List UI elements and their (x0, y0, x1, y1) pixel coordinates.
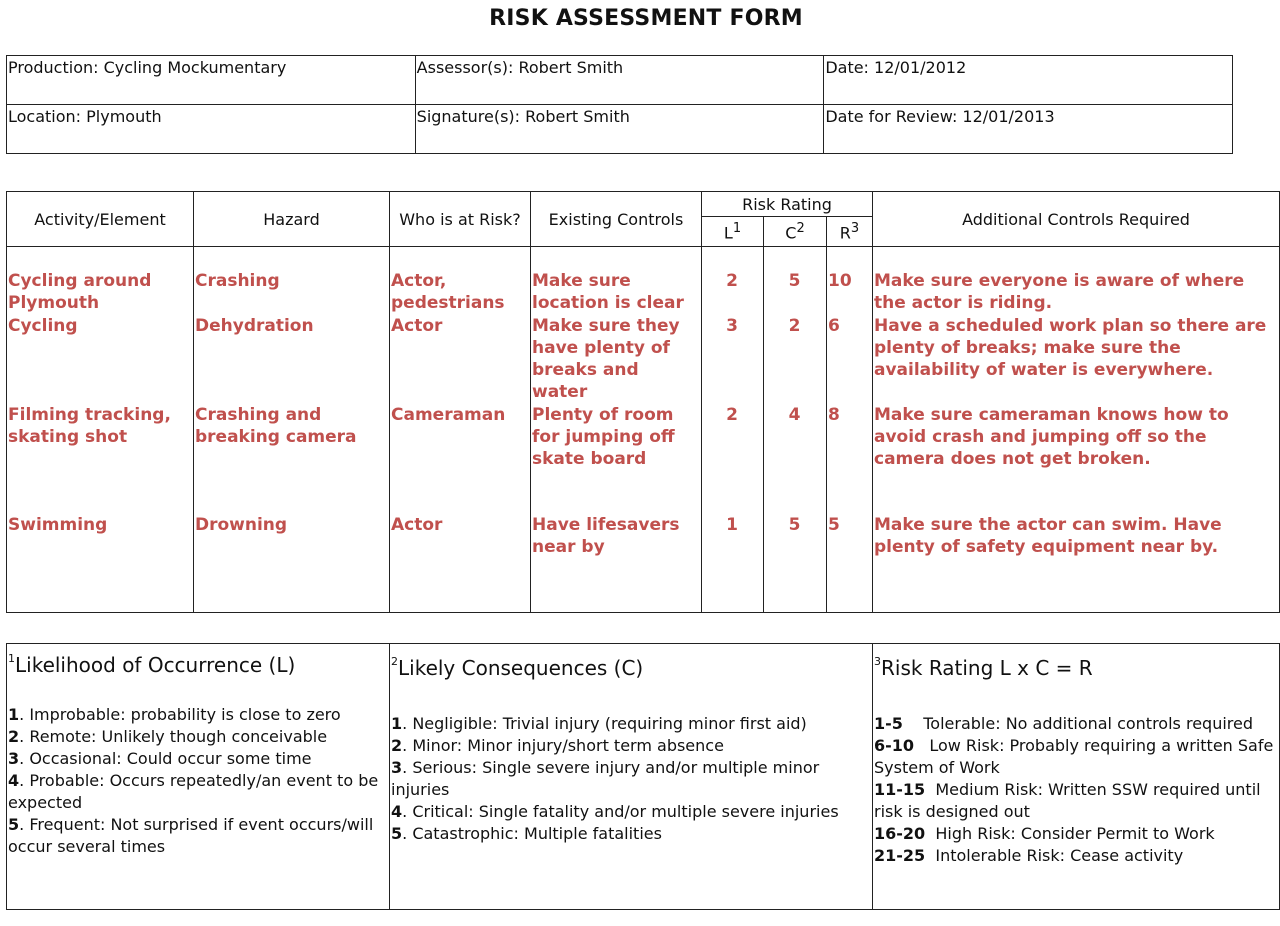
legend-item: 3. Occasional: Could occur some time (8, 749, 312, 768)
l-cell: 2 (702, 404, 764, 514)
header-who: Who is at Risk? (390, 192, 531, 247)
hazard-cell: Crashing and breaking camera (194, 404, 390, 514)
activity-cell: Cycling around Plymouth (7, 247, 194, 316)
who-cell: Actor, pedestrians (390, 247, 531, 316)
legend-item: 1. Improbable: probability is close to zero (8, 705, 341, 724)
legend-item: 21-25 Intolerable Risk: Cease activity (874, 846, 1184, 865)
additional-cell: Make sure cameraman knows how to avoid crash and jumping off so the camera does not get broken. (873, 404, 1280, 514)
activity-cell: Filming tracking, skating shot (7, 404, 194, 514)
legend-table (6, 643, 1280, 910)
table-row (7, 247, 1280, 316)
c-cell: 5 (764, 514, 827, 613)
additional-cell: Make sure the actor can swim. Have plenty of safety equipment near by. (873, 514, 1280, 613)
controls-cell: Make sure they have plenty of breaks and water (531, 315, 702, 404)
legend-item: 5. Catastrophic: Multiple fatalities (391, 824, 662, 843)
legend-item: 4. Critical: Single fatality and/or multiple severe injuries (391, 802, 839, 821)
rating-legend (873, 644, 1280, 910)
additional-cell: Make sure everyone is aware of where the actor is riding. (873, 247, 1280, 316)
likelihood-title: $^1$Likelihood of Occurrence (L) (8, 652, 296, 677)
consequences-title: $^2$Likely Consequences (C) (391, 655, 644, 680)
r-cell: 6 (827, 315, 873, 404)
legend-item: 3. Serious: Single severe injury and/or multiple minor injuries (391, 758, 820, 799)
header-c: $C^2$ (764, 217, 827, 247)
who-cell: Cameraman (390, 404, 531, 514)
legend-item: 1-5 Tolerable: No additional controls required (874, 714, 1253, 733)
l-cell: 1 (702, 514, 764, 613)
who-cell: Actor (390, 514, 531, 613)
legend-item: 16-20 High Risk: Consider Permit to Work (874, 824, 1215, 843)
date-field: Date: 12/01/2012 (824, 56, 1233, 105)
table-row (7, 315, 1280, 404)
legend-item: 6-10 Low Risk: Probably requiring a written Safe System of Work (874, 736, 1274, 777)
legend-item: 2. Minor: Minor injury/short term absence (391, 736, 724, 755)
risk-table (6, 191, 1280, 613)
c-cell: 2 (764, 315, 827, 404)
c-cell: 5 (764, 247, 827, 316)
table-row (7, 404, 1280, 514)
controls-cell: Make sure location is clear (531, 247, 702, 316)
who-cell: Actor (390, 315, 531, 404)
header-r: $R^3$ (827, 217, 873, 247)
l-cell: 3 (702, 315, 764, 404)
table-row (7, 514, 1280, 613)
c-cell: 4 (764, 404, 827, 514)
activity-cell: Cycling (7, 315, 194, 404)
hazard-cell: Dehydration (194, 315, 390, 404)
hazard-cell: Drowning (194, 514, 390, 613)
header-l: $L^1$ (702, 217, 764, 247)
legend-item: 1. Negligible: Trivial injury (requiring minor first aid) (391, 714, 807, 733)
signature-field: Signature(s): Robert Smith (415, 105, 824, 154)
form-title: RISK ASSESSMENT FORM (489, 6, 803, 31)
controls-cell: Plenty of room for jumping off skate board (531, 404, 702, 514)
assessor-field: Assessor(s): Robert Smith (415, 56, 824, 105)
legend-item: 2. Remote: Unlikely though conceivable (8, 727, 328, 746)
r-cell: 8 (827, 404, 873, 514)
header-additional: Additional Controls Required (873, 192, 1280, 247)
likelihood-legend (7, 644, 390, 910)
production-field: Production: Cycling Mockumentary (7, 56, 416, 105)
hazard-cell: Crashing (194, 247, 390, 316)
header-activity: Activity/Element (7, 192, 194, 247)
info-table (6, 55, 1233, 154)
legend-item: 11-15 Medium Risk: Written SSW required until risk is designed out (874, 780, 1261, 821)
additional-cell: Have a scheduled work plan so there are plenty of breaks; make sure the availability of water is everywhere. (873, 315, 1280, 404)
r-cell: 10 (827, 247, 873, 316)
legend-item: 5. Frequent: Not surprised if event occurs/will occur several times (8, 815, 374, 856)
legend-item: 4. Probable: Occurs repeatedly/an event to be expected (8, 771, 379, 812)
header-controls: Existing Controls (531, 192, 702, 247)
activity-cell: Swimming (7, 514, 194, 613)
l-cell: 2 (702, 247, 764, 316)
review-date-field: Date for Review: 12/01/2013 (824, 105, 1233, 154)
r-cell: 5 (827, 514, 873, 613)
header-risk-rating: Risk Rating (702, 192, 873, 217)
rating-title: $^3$Risk Rating L x C = R (874, 655, 1093, 680)
consequences-legend (390, 644, 873, 910)
controls-cell: Have lifesavers near by (531, 514, 702, 613)
header-hazard: Hazard (194, 192, 390, 247)
location-field: Location: Plymouth (7, 105, 416, 154)
